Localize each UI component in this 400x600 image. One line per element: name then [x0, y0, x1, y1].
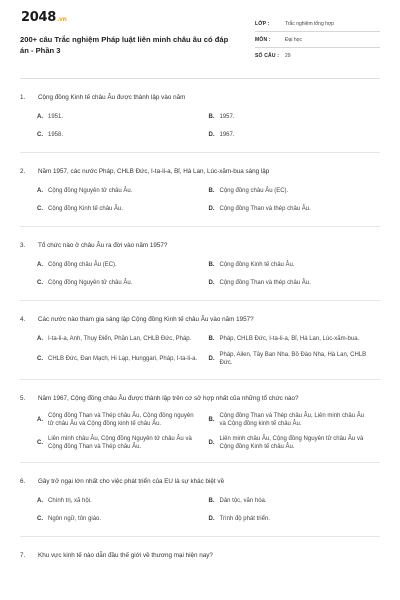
site-logo[interactable] — [21, 10, 235, 25]
answer-letter: C. — [37, 132, 43, 138]
answer-letter: B. — [208, 498, 215, 505]
answer-option-b[interactable] — [209, 492, 381, 510]
answer-text: Liên minh châu Âu, Cộng đồng Nguyên tử châu Âu và Cộng đồng Kinh tế châu Âu. — [219, 435, 364, 451]
answer-option-c[interactable] — [37, 126, 209, 144]
answer-text: Chính trị, xã hội. — [48, 498, 92, 505]
question-text: Các nước nào tham gia sáng lập Cộng đồng Kinh tế châu Âu vào năm 1957? — [38, 316, 254, 323]
question-7 — [20, 537, 380, 568]
question-line — [20, 93, 380, 102]
answer-text: Pháp, CHLB Đức, I-ta-li-a, Bỉ, Hà Lan, Lúc-xăm-bua. — [219, 335, 360, 342]
question-number: 4. — [20, 316, 26, 323]
document-meta — [255, 16, 380, 76]
question-list — [20, 79, 380, 568]
question-5 — [20, 380, 380, 464]
answer-text: I-ta-li-a, Anh, Thụy Điển, Phần Lan, CHLB Đức, Pháp. — [48, 335, 192, 342]
answer-text: Cộng đồng châu Âu (EC). — [219, 187, 289, 194]
question-line — [20, 551, 380, 560]
answer-options — [20, 256, 380, 292]
question-text: Cộng đồng Kinh tế châu Âu được thành lập vào năm — [38, 94, 186, 101]
question-number: 1. — [20, 94, 26, 101]
answer-option-b[interactable] — [209, 409, 381, 432]
answer-option-c[interactable] — [37, 200, 209, 218]
answer-option-d[interactable] — [209, 432, 381, 455]
answer-option-a[interactable] — [37, 409, 209, 432]
answer-text: Liên minh châu Âu, Cộng đồng Nguyên tử châu Âu và Cộng đồng Than và Thép châu Âu. — [48, 435, 192, 451]
answer-text: Cộng đồng Nguyên tử châu Âu. — [48, 187, 133, 194]
meta-label: LỚP : — [255, 20, 270, 27]
answer-text: Cộng đồng Than và thép châu Âu. — [219, 205, 311, 212]
answer-option-d[interactable] — [209, 126, 381, 144]
logo-suffix: .vn — [56, 16, 67, 23]
question-text: Năm 1967, Cộng đồng châu Âu được thành lập trên cơ sở hợp nhất của những tổ chức nào? — [38, 394, 299, 402]
question-number: 7. — [20, 552, 26, 560]
meta-label: MÔN : — [255, 36, 271, 43]
question-1 — [20, 79, 380, 153]
question-line — [20, 167, 380, 176]
answer-option-c[interactable] — [37, 348, 209, 371]
answer-options — [20, 492, 380, 528]
meta-row-class — [255, 16, 380, 32]
answer-letter: D. — [208, 516, 215, 523]
question-text: Năm 1957, các nước Pháp, CHLB Đức, I-ta-li-a, Bỉ, Hà Lan, Lúc-xăm-bua sáng lập — [38, 168, 270, 175]
answer-option-d[interactable] — [209, 348, 381, 371]
meta-row-subject — [255, 32, 380, 48]
question-number: 6. — [20, 478, 26, 486]
question-number: 5. — [20, 394, 26, 402]
answer-letter: A. — [37, 188, 43, 194]
answer-letter: D. — [208, 356, 215, 363]
answer-letter: B. — [208, 336, 215, 342]
answer-letter: A. — [37, 336, 43, 342]
answer-text: 1957. — [219, 113, 235, 120]
answer-letter: D. — [208, 206, 215, 212]
meta-row-count — [255, 48, 380, 64]
answer-text: Cộng đồng Than và thép châu Âu. — [219, 279, 311, 286]
answer-option-d[interactable] — [209, 200, 381, 218]
answer-option-b[interactable] — [209, 182, 381, 200]
answer-option-a[interactable] — [37, 492, 209, 510]
question-4 — [20, 301, 380, 380]
answer-letter: A. — [37, 498, 43, 505]
answer-options — [20, 409, 380, 455]
answer-letter: A. — [37, 417, 43, 424]
question-text: Khu vực kinh tế nào dẫn đầu thế giới về thương mại hiện nay? — [38, 552, 213, 560]
answer-option-a[interactable] — [37, 108, 209, 126]
answer-text: CHLB Đức, Đan Mạch, Hi Lạp, Hunggari, Pháp, I-ta-li-a. — [48, 356, 198, 363]
question-number: 3. — [20, 242, 26, 249]
answer-option-a[interactable] — [37, 256, 209, 274]
answer-letter: C. — [37, 356, 43, 363]
question-line — [20, 394, 380, 403]
answer-text: Cộng đồng Kinh tế châu Âu. — [219, 261, 295, 268]
answer-letter: D. — [208, 440, 215, 447]
answer-letter: D. — [208, 132, 215, 138]
answer-text: Cộng đồng Than và Thép châu Âu, Cộng đồng nguyên tử châu Âu và Cộng đồng kinh tế châu Âu. — [48, 412, 194, 428]
answer-letter: A. — [37, 262, 43, 268]
answer-text: 1951. — [48, 113, 64, 120]
answer-letter: B. — [208, 188, 215, 194]
question-line — [20, 241, 380, 250]
header — [20, 0, 380, 76]
meta-label: SỐ CÂU : — [255, 53, 280, 59]
answer-letter: B. — [208, 114, 215, 120]
answer-text: Ngôn ngữ, tôn giáo. — [48, 516, 102, 523]
document-title: 200+ câu Trắc nghiệm Pháp luật liên minh châu âu có đáp án - Phần 3 — [20, 35, 229, 55]
question-text: Tổ chức nào ở châu Âu ra đời vào năm 1957? — [38, 242, 168, 249]
answer-text: Cộng đồng Kinh tế châu Âu. — [48, 205, 124, 212]
answer-option-d[interactable] — [209, 274, 381, 292]
answer-options — [20, 182, 380, 218]
question-6 — [20, 463, 380, 537]
question-line — [20, 477, 380, 486]
answer-option-a[interactable] — [37, 182, 209, 200]
answer-option-c[interactable] — [37, 510, 209, 528]
answer-letter: B. — [208, 417, 215, 424]
answer-option-b[interactable] — [209, 108, 381, 126]
answer-text: 1958. — [48, 131, 64, 138]
answer-option-c[interactable] — [37, 432, 209, 455]
question-text: Gây trở ngại lớn nhất cho việc phát triển của EU là sự khác biệt về — [38, 478, 225, 486]
answer-text: Cộng đồng Nguyên tử châu Âu. — [48, 279, 133, 286]
answer-text: Cộng đồng châu Âu (EC). — [48, 261, 117, 268]
answer-options — [20, 108, 380, 144]
logo-text: 2048 — [21, 10, 56, 25]
answer-option-b[interactable] — [209, 256, 381, 274]
answer-option-a[interactable] — [37, 330, 209, 348]
answer-letter: C. — [37, 440, 43, 447]
answer-letter: D. — [208, 280, 215, 286]
meta-value: Đại học — [285, 36, 302, 43]
header-left — [20, 10, 235, 76]
answer-text: Dân tộc, văn hóa. — [219, 498, 267, 505]
question-line — [20, 315, 380, 324]
answer-text: 1967. — [219, 131, 235, 138]
answer-option-c[interactable] — [37, 274, 209, 292]
answer-text: Cộng đồng Than và Thép châu Âu, Liên minh châu Âu và Cộng đồng kinh tế châu Âu. — [219, 412, 365, 428]
answer-letter: C. — [37, 206, 43, 212]
meta-value: 29 — [285, 53, 291, 59]
answer-letter: A. — [37, 114, 43, 120]
answer-text: Trình độ phát triển. — [219, 516, 270, 523]
meta-value: Trắc nghiệm tổng hợp — [285, 20, 334, 27]
answer-text: Pháp, Ailen, Tây Ban Nha, Bồ Đào Nha, Hà Lan, CHLB Đức. — [219, 352, 367, 367]
answer-letter: B. — [208, 262, 215, 268]
answer-option-b[interactable] — [209, 330, 381, 348]
question-number: 2. — [20, 168, 26, 175]
answer-letter: C. — [37, 516, 43, 523]
answer-options — [20, 330, 380, 371]
answer-letter: C. — [37, 280, 43, 286]
question-3 — [20, 227, 380, 301]
answer-option-d[interactable] — [209, 510, 381, 528]
question-2 — [20, 153, 380, 227]
